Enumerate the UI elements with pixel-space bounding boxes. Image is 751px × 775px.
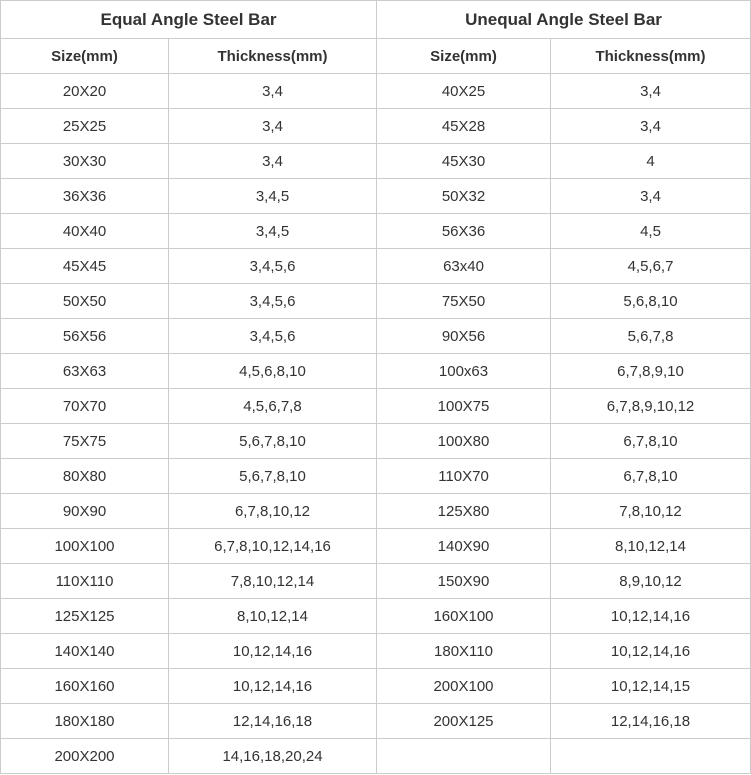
table-row xyxy=(1,74,751,109)
unequal-size-cell: 140X90 xyxy=(377,529,551,564)
equal-size-cell: 160X160 xyxy=(1,669,169,704)
unequal-thickness-cell xyxy=(551,739,751,774)
unequal-thickness-cell: 3,4 xyxy=(551,109,751,144)
unequal-thickness-cell: 3,4 xyxy=(551,74,751,109)
table-row xyxy=(1,564,751,599)
table-row xyxy=(1,704,751,739)
group-header-row xyxy=(1,1,751,39)
unequal-size-cell: 63x40 xyxy=(377,249,551,284)
equal-size-cell: 63X63 xyxy=(1,354,169,389)
unequal-thickness-header: Thickness(mm) xyxy=(551,39,751,74)
equal-thickness-header: Thickness(mm) xyxy=(169,39,377,74)
table-row xyxy=(1,179,751,214)
equal-size-cell: 70X70 xyxy=(1,389,169,424)
unequal-thickness-cell: 8,9,10,12 xyxy=(551,564,751,599)
table-body xyxy=(1,74,751,774)
table-row xyxy=(1,249,751,284)
equal-thickness-cell: 5,6,7,8,10 xyxy=(169,424,377,459)
unequal-thickness-cell: 7,8,10,12 xyxy=(551,494,751,529)
equal-thickness-cell: 3,4 xyxy=(169,109,377,144)
unequal-thickness-cell: 5,6,7,8 xyxy=(551,319,751,354)
table-row xyxy=(1,599,751,634)
unequal-size-cell: 50X32 xyxy=(377,179,551,214)
unequal-thickness-cell: 10,12,14,16 xyxy=(551,634,751,669)
unequal-size-cell: 180X110 xyxy=(377,634,551,669)
unequal-size-cell: 110X70 xyxy=(377,459,551,494)
equal-size-cell: 40X40 xyxy=(1,214,169,249)
unequal-size-cell: 90X56 xyxy=(377,319,551,354)
unequal-thickness-cell: 5,6,8,10 xyxy=(551,284,751,319)
equal-thickness-cell: 3,4 xyxy=(169,144,377,179)
equal-size-cell: 100X100 xyxy=(1,529,169,564)
unequal-thickness-cell: 4 xyxy=(551,144,751,179)
equal-thickness-cell: 3,4,5,6 xyxy=(169,249,377,284)
table-row xyxy=(1,319,751,354)
equal-size-cell: 25X25 xyxy=(1,109,169,144)
unequal-size-cell: 40X25 xyxy=(377,74,551,109)
equal-thickness-cell: 7,8,10,12,14 xyxy=(169,564,377,599)
unequal-size-cell: 75X50 xyxy=(377,284,551,319)
unequal-size-header: Size(mm) xyxy=(377,39,551,74)
unequal-thickness-cell: 6,7,8,9,10 xyxy=(551,354,751,389)
unequal-thickness-cell: 12,14,16,18 xyxy=(551,704,751,739)
unequal-size-cell: 125X80 xyxy=(377,494,551,529)
equal-size-cell: 110X110 xyxy=(1,564,169,599)
equal-size-cell: 50X50 xyxy=(1,284,169,319)
unequal-angle-group-title: Unequal Angle Steel Bar xyxy=(377,1,751,39)
equal-thickness-cell: 10,12,14,16 xyxy=(169,669,377,704)
table-row xyxy=(1,354,751,389)
table-row xyxy=(1,634,751,669)
equal-size-cell: 200X200 xyxy=(1,739,169,774)
equal-size-cell: 30X30 xyxy=(1,144,169,179)
table-row xyxy=(1,529,751,564)
equal-size-cell: 140X140 xyxy=(1,634,169,669)
equal-thickness-cell: 12,14,16,18 xyxy=(169,704,377,739)
equal-angle-group-title: Equal Angle Steel Bar xyxy=(1,1,377,39)
unequal-thickness-cell: 3,4 xyxy=(551,179,751,214)
table-row xyxy=(1,214,751,249)
equal-thickness-cell: 6,7,8,10,12,14,16 xyxy=(169,529,377,564)
table-row xyxy=(1,494,751,529)
unequal-size-cell: 45X28 xyxy=(377,109,551,144)
equal-size-cell: 75X75 xyxy=(1,424,169,459)
equal-size-cell: 36X36 xyxy=(1,179,169,214)
equal-size-cell: 180X180 xyxy=(1,704,169,739)
equal-thickness-cell: 3,4,5,6 xyxy=(169,284,377,319)
unequal-size-cell: 45X30 xyxy=(377,144,551,179)
equal-thickness-cell: 5,6,7,8,10 xyxy=(169,459,377,494)
equal-thickness-cell: 14,16,18,20,24 xyxy=(169,739,377,774)
table-row xyxy=(1,669,751,704)
equal-size-cell: 45X45 xyxy=(1,249,169,284)
table-row xyxy=(1,284,751,319)
equal-size-cell: 90X90 xyxy=(1,494,169,529)
table-row xyxy=(1,109,751,144)
unequal-size-cell: 100X80 xyxy=(377,424,551,459)
table-row xyxy=(1,389,751,424)
unequal-size-cell: 150X90 xyxy=(377,564,551,599)
equal-size-cell: 20X20 xyxy=(1,74,169,109)
unequal-thickness-cell: 6,7,8,9,10,12 xyxy=(551,389,751,424)
table-row xyxy=(1,424,751,459)
equal-size-header: Size(mm) xyxy=(1,39,169,74)
equal-thickness-cell: 3,4,5 xyxy=(169,214,377,249)
equal-thickness-cell: 8,10,12,14 xyxy=(169,599,377,634)
unequal-size-cell: 100X75 xyxy=(377,389,551,424)
unequal-size-cell: 200X125 xyxy=(377,704,551,739)
unequal-size-cell: 200X100 xyxy=(377,669,551,704)
unequal-thickness-cell: 4,5,6,7 xyxy=(551,249,751,284)
equal-size-cell: 125X125 xyxy=(1,599,169,634)
table-row xyxy=(1,144,751,179)
equal-thickness-cell: 10,12,14,16 xyxy=(169,634,377,669)
unequal-thickness-cell: 10,12,14,16 xyxy=(551,599,751,634)
unequal-size-cell: 100x63 xyxy=(377,354,551,389)
equal-thickness-cell: 4,5,6,8,10 xyxy=(169,354,377,389)
table-row xyxy=(1,739,751,774)
equal-thickness-cell: 3,4 xyxy=(169,74,377,109)
unequal-thickness-cell: 10,12,14,15 xyxy=(551,669,751,704)
unequal-thickness-cell: 4,5 xyxy=(551,214,751,249)
equal-thickness-cell: 4,5,6,7,8 xyxy=(169,389,377,424)
unequal-size-cell xyxy=(377,739,551,774)
unequal-thickness-cell: 6,7,8,10 xyxy=(551,424,751,459)
column-header-row xyxy=(1,39,751,74)
equal-thickness-cell: 3,4,5 xyxy=(169,179,377,214)
unequal-thickness-cell: 6,7,8,10 xyxy=(551,459,751,494)
unequal-thickness-cell: 8,10,12,14 xyxy=(551,529,751,564)
equal-thickness-cell: 3,4,5,6 xyxy=(169,319,377,354)
unequal-size-cell: 56X36 xyxy=(377,214,551,249)
equal-size-cell: 80X80 xyxy=(1,459,169,494)
equal-thickness-cell: 6,7,8,10,12 xyxy=(169,494,377,529)
table-row xyxy=(1,459,751,494)
equal-size-cell: 56X56 xyxy=(1,319,169,354)
unequal-size-cell: 160X100 xyxy=(377,599,551,634)
